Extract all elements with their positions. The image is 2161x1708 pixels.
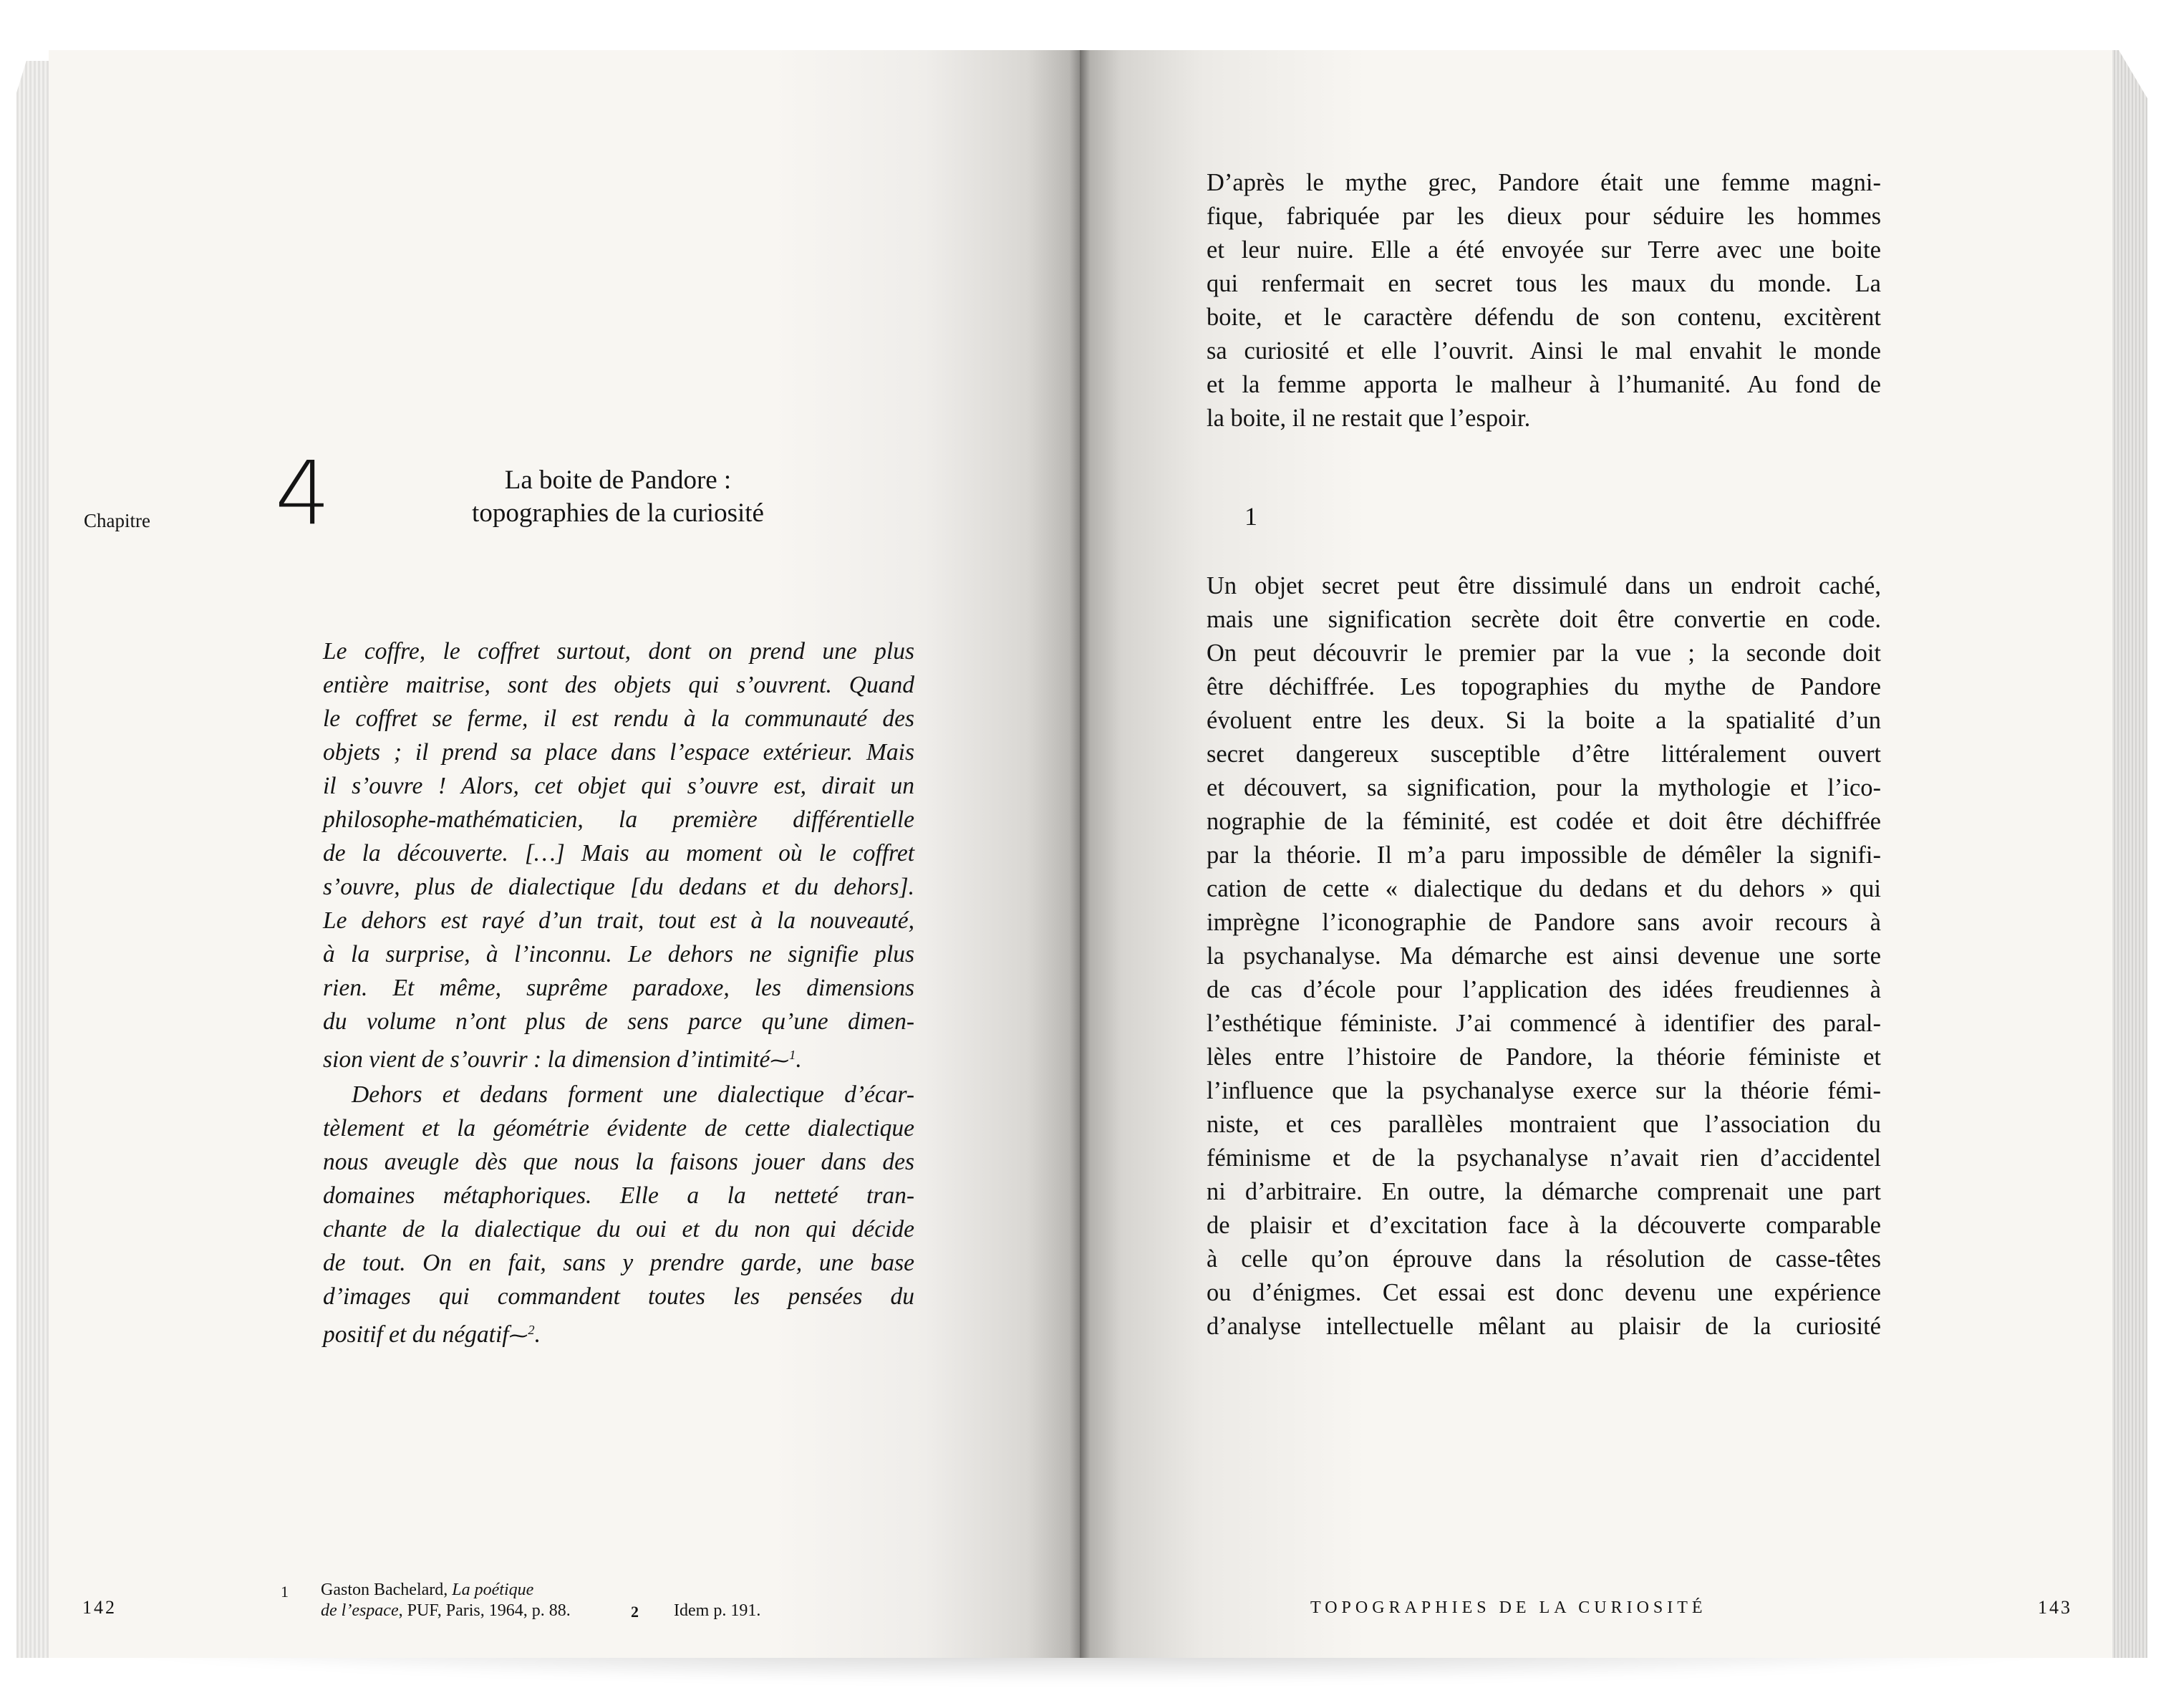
quote-line xyxy=(323,1038,914,1078)
footnote-title-italic: de l’espace xyxy=(321,1601,399,1620)
quote-line: du volume n’ont plus de sens parce qu’une dimen- xyxy=(323,1008,914,1035)
body-line: D’après le mythe grec, Pandore était une femme magni- xyxy=(1207,169,1881,196)
quote-line-text: sion vient de s’ouvrir : la dimension d’intimité xyxy=(323,1046,770,1073)
body-line: imprègne l’iconographie de Pandore sans avoir recours à xyxy=(1207,909,1881,936)
body-line: de cas d’école pour l’application des idées freudiennes à xyxy=(1207,976,1881,1003)
page-stack-right xyxy=(2112,50,2147,1658)
quote-line: entière maitrise, sont des objets qui s’ouvrent. Quand xyxy=(323,672,914,698)
quote-line: le coffret se ferme, il est rendu à la communauté des xyxy=(323,705,914,732)
note-tilde-icon: ⁓ xyxy=(508,1325,528,1347)
quote-line: nous aveugle dès que nous la faisons jouer dans des xyxy=(323,1149,914,1176)
body-line: secret dangereux susceptible d’être littéralement ouvert xyxy=(1207,740,1881,768)
footnote-2: Idem p. 191. xyxy=(674,1601,761,1620)
chapter-label: Chapitre xyxy=(84,510,150,531)
quote-line: à la surprise, à l’inconnu. Le dehors ne signifie plus xyxy=(323,941,914,968)
page-number-right: 143 xyxy=(2038,1597,2072,1618)
footnote-1-line-1 xyxy=(321,1580,571,1601)
footnote-ref-1[interactable]: 1 xyxy=(789,1048,796,1062)
quote-line: domaines métaphoriques. Elle a la netteté tran- xyxy=(323,1182,914,1210)
footnote-1-mark: 1 xyxy=(281,1583,289,1601)
body-line: féminisme et de la psychanalyse n’avait rien d’accidentel xyxy=(1207,1144,1881,1172)
footnote-2-mark: 2 xyxy=(631,1603,639,1621)
body-line: mais une signification secrète doit être convertie en code. xyxy=(1207,606,1881,633)
quote-line: tèlement et la géométrie évidente de cette dialectique xyxy=(323,1115,914,1142)
body-line: évoluent entre les deux. Si la boite a la spatialité d’un xyxy=(1207,707,1881,734)
body-line: la psychanalyse. Ma démarche est ainsi devenue une sorte xyxy=(1207,942,1881,970)
chapter-title-line: La boite de Pandore : xyxy=(504,465,732,495)
body-line: l’esthétique féministe. J’ai commencé à identifier des paral- xyxy=(1207,1010,1881,1037)
quote-line: il s’ouvre ! Alors, cet objet qui s’ouvre est, dirait un xyxy=(323,773,914,799)
body-line: cation de cette « dialectique du dedans et du dehors » qui xyxy=(1207,875,1881,902)
body-line: qui renfermait en secret tous les maux du monde. La xyxy=(1207,270,1881,297)
body-line: nographie de la féminité, est codée et doit être déchiffrée xyxy=(1207,808,1881,835)
body-line: boite, et le caractère défendu de son contenu, excitèrent xyxy=(1207,304,1881,331)
body-line: et découvert, sa signification, pour la mythologie et l’ico- xyxy=(1207,774,1881,801)
body-line: à celle qu’on éprouve dans la résolution de casse-têtes xyxy=(1207,1245,1881,1273)
quote-line: chante de la dialectique du oui et du non qui décide xyxy=(323,1216,914,1243)
body-line: de plaisir et d’excitation face à la découverte comparable xyxy=(1207,1212,1881,1239)
body-line: lèles entre l’histoire de Pandore, la théorie féministe et xyxy=(1207,1043,1881,1071)
quote-line: de la découverte. […] Mais au moment où le coffret xyxy=(323,840,914,867)
body-line: sa curiosité et elle l’ouvrit. Ainsi le mal envahit le monde xyxy=(1207,337,1881,365)
quote-line: rien. Et même, suprême paradoxe, les dimensions xyxy=(323,975,914,1001)
quote-line xyxy=(323,1313,914,1353)
paragraph-intro xyxy=(1207,166,1881,435)
body-line: ni d’arbitraire. En outre, la démarche comprenait une part xyxy=(1207,1178,1881,1205)
body-line: Un objet secret peut être dissimulé dans un endroit caché, xyxy=(1207,572,1881,599)
body-line: fique, fabriquée par les dieux pour séduire les hommes xyxy=(1207,203,1881,230)
footnote-author: Gaston Bachelard, xyxy=(321,1581,453,1599)
quote-line: de tout. On en fait, sans y prendre garde, une base xyxy=(323,1250,914,1277)
footnote-publisher: , PUF, Paris, 1964, p. 88. xyxy=(398,1601,571,1620)
quote-line: Dehors et dedans forment une dialectique d’écar- xyxy=(352,1081,914,1109)
body-line: ou d’énigmes. Cet essai est donc devenu une expérience xyxy=(1207,1279,1881,1306)
quote-line-text: positif et du négatif xyxy=(323,1321,509,1348)
page-number-left: 142 xyxy=(82,1597,117,1618)
quote-line: Le dehors est rayé d’un trait, tout est à la nouveauté, xyxy=(323,907,914,934)
body-line: la boite, il ne restait que l’espoir. xyxy=(1207,405,1531,432)
body-line: être déchiffrée. Les topographies du mythe de Pandore xyxy=(1207,673,1881,700)
body-line: niste, et ces parallèles montraient que l’association du xyxy=(1207,1111,1881,1138)
quote-line: philosophe-mathématicien, la première différentielle xyxy=(323,806,914,833)
chapter-title-line: topographies de la curiosité xyxy=(472,498,764,528)
footnote-1 xyxy=(321,1580,571,1621)
footnote-1-line-2 xyxy=(321,1601,571,1621)
body-line: et la femme apporta le malheur à l’humanité. Au fond de xyxy=(1207,371,1881,398)
chapter-title xyxy=(430,464,806,530)
footnote-title-italic: La poétique xyxy=(452,1581,534,1599)
quote-line: d’images qui commandent toutes les pensées du xyxy=(323,1283,914,1311)
body-line: et leur nuire. Elle a été envoyée sur Terre avec une boite xyxy=(1207,236,1881,264)
body-line: l’influence que la psychanalyse exerce sur la théorie fémi- xyxy=(1207,1077,1881,1104)
footnote-ref-2[interactable]: 2 xyxy=(528,1323,535,1338)
quote-line: s’ouvre, plus de dialectique [du dedans et du dehors]. xyxy=(323,874,914,900)
quote-end-punct: . xyxy=(796,1046,802,1073)
body-line: On peut découvrir le premier par la vue ; la seconde doit xyxy=(1207,640,1881,667)
note-tilde-icon: ⁓ xyxy=(770,1050,790,1072)
quote-line: objets ; il prend sa place dans l’espace extérieur. Mais xyxy=(323,739,914,766)
running-head: TOPOGRAPHIES DE LA CURIOSITÉ xyxy=(1310,1598,1707,1617)
quote-line: Le coffre, le coffret surtout, dont on prend une plus xyxy=(323,638,914,665)
body-line: d’analyse intellectuelle mêlant au plaisir de la curiosité xyxy=(1207,1313,1881,1340)
paragraph-section-1 xyxy=(1207,569,1881,1343)
page-stack-left xyxy=(16,61,49,1658)
chapter-number: 4 xyxy=(275,443,331,544)
quote-end-punct: . xyxy=(534,1321,541,1348)
epigraph-quote xyxy=(323,635,914,1353)
section-number: 1 xyxy=(1244,502,1257,531)
body-line: par la théorie. Il m’a paru impossible de démêler la signifi- xyxy=(1207,841,1881,869)
